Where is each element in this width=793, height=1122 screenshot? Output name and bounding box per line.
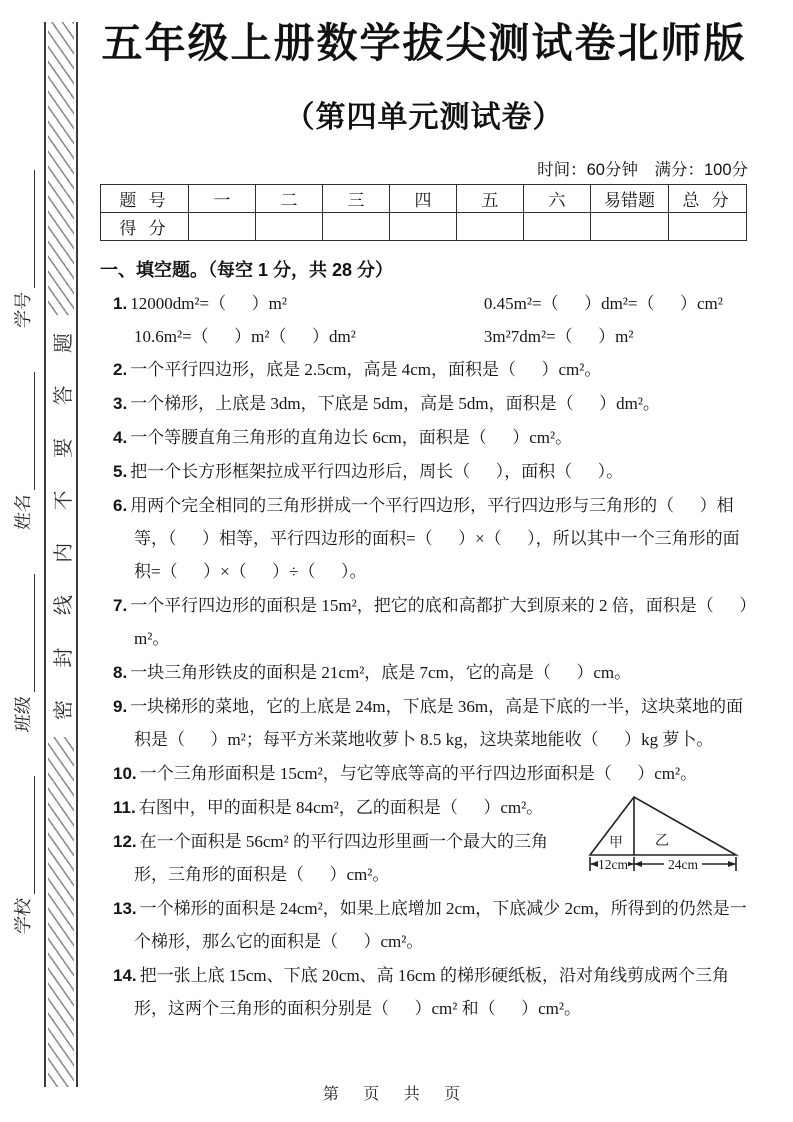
field-student-number-label: 学号 [13,291,33,330]
col-section-4: 四 [390,185,457,213]
field-class-label: 班级 [13,695,33,734]
field-school-label: 学校 [13,897,33,936]
seal-line-text [46,319,76,734]
field-student-number [9,170,35,328]
score-cell[interactable] [457,213,524,241]
field-name-blank[interactable] [14,372,35,490]
question-1-part-d: 3m²7dm²=（ ）m² [483,327,634,346]
seal-char: 封 [52,647,75,668]
seal-char: 答 [52,385,75,406]
col-section-5: 五 [457,185,524,213]
question-text: 一块三角形铁皮的面积是 21cm²，底是 7cm，它的高是（ ）cm。 [130,663,632,682]
question-10 [100,757,748,790]
col-question-number: 题 号 [101,185,189,213]
field-school [9,776,35,934]
score-cell[interactable] [189,213,256,241]
field-school-blank[interactable] [14,776,35,894]
question-number: 5. [113,462,128,481]
question-1-part-c: 10.6m²=（ ）m²（ ）dm² [134,327,356,346]
question-6 [100,489,748,588]
region-label-jia: 甲 [609,836,623,851]
score-cell[interactable] [524,213,591,241]
question-text: 把一个长方形框架拉成平行四边形后，周长（ ），面积（ ）。 [130,462,624,481]
question-1-part-a [100,287,450,320]
score-cell[interactable] [669,213,747,241]
question-number: 1. [113,294,128,313]
section-1-heading: 一、填空题。（每空 1 分，共 28 分） [100,260,394,280]
seal-char: 密 [52,700,75,720]
question-number: 13. [113,899,137,918]
question-number: 11. [113,798,136,817]
dimension-12cm: 12cm [598,857,628,872]
score-table-score-row [101,213,747,241]
question-8 [100,656,748,689]
hatch-pattern-bottom [48,737,74,1087]
seal-char: 线 [52,595,75,616]
question-text: 一个平行四边形的面积是 15m²，把它的底和高都扩大到原来的 2 倍，面积是（ ）m²。 [130,596,748,648]
field-student-number-blank[interactable] [14,170,35,288]
question-number: 14. [113,966,137,985]
question-1-part-b: 0.45m²=（ ）dm²=（ ）cm² [483,294,723,313]
question-14 [100,959,748,1025]
question-text: 12000dm²=（ ）m² [130,294,287,313]
dimension-24cm: 24cm [668,857,698,872]
field-class [9,574,35,732]
question-text: 一个等腰直角三角形的直角边长 6cm，面积是（ ）cm²。 [130,428,573,447]
question-number: 8. [113,663,128,682]
question-13 [100,892,748,958]
col-section-1: 一 [189,185,256,213]
question-number: 3. [113,394,128,413]
question-number: 9. [113,697,128,716]
student-info-fields [2,126,42,934]
question-text: 右图中，甲的面积是 84cm²，乙的面积是（ ）cm²。 [138,798,544,817]
question-5 [100,455,748,488]
score-table-header-row [101,185,747,213]
score-cell[interactable] [256,213,323,241]
question-4 [100,421,748,454]
test-paper [100,14,748,1026]
question-7 [100,589,748,655]
hatch-pattern-top [48,22,74,315]
question-text: 一个平行四边形，底是 2.5cm，高是 4cm，面积是（ ）cm²。 [130,360,602,379]
question-text: 一块梯形的菜地，它的上底是 24m，下底是 36m，高是下底的一半，这块菜地的面积是（ ）m²；每平方米菜地收萝卜 8.5 kg，这块菜地能收（ ）kg 萝卜。 [130,697,744,749]
seal-line-band [44,22,78,1087]
seal-char: 要 [52,437,75,458]
page-title: 五年级上册数学拔尖测试卷北师版 [101,20,747,66]
question-9 [100,690,748,756]
question-2 [100,353,748,386]
question-text: 一个梯形，上底是 3dm，下底是 5dm，高是 5dm，面积是（ ）dm²。 [130,394,660,413]
triangle-diagram [584,791,748,885]
question-number: 7. [113,596,128,615]
seal-char: 题 [52,333,75,354]
seal-char: 不 [52,490,75,511]
question-number: 6. [113,496,128,515]
time-and-score-info: 时间：60分钟 满分：100分 [537,161,748,179]
field-class-blank[interactable] [14,574,35,692]
question-text: 一个梯形的面积是 24cm²，如果上底增加 2cm，下底减少 2cm，所得到的仍然是一个梯形，那么它的面积是（ ）cm²。 [134,899,747,951]
page-subtitle: （第四单元测试卷） [284,101,564,134]
score-table [100,184,747,241]
score-cell[interactable] [591,213,669,241]
col-error-prone: 易错题 [591,185,669,213]
seal-char: 内 [52,542,75,563]
question-1 [100,287,748,353]
page-footer: 第 页 共 页 [322,1086,471,1103]
score-cell[interactable] [390,213,457,241]
question-number: 10. [113,764,137,783]
question-text: 用两个完全相同的三角形拼成一个平行四边形，平行四边形与三角形的（ ）相等，（ ）相等，平行四边形的面积=（ ）×（ ），所以其中一个三角形的面积=（ ）×（ ）÷（ ）。 [130,496,740,581]
question-number: 4. [113,428,128,447]
region-label-yi: 乙 [655,834,669,849]
question-text: 一个三角形面积是 15cm²，与它等底等高的平行四边形面积是（ ）cm²。 [139,764,698,783]
col-section-6: 六 [524,185,591,213]
col-section-2: 二 [256,185,323,213]
question-number: 2. [113,360,128,379]
col-total-score: 总 分 [669,185,747,213]
field-name [9,372,35,530]
field-name-label: 姓名 [13,493,33,532]
col-section-3: 三 [323,185,390,213]
score-cell[interactable] [323,213,390,241]
question-number: 12. [113,832,137,851]
question-text: 在一个面积是 56cm² 的平行四边形里画一个最大的三角形，三角形的面积是（ ）cm²。 [134,832,549,884]
question-text: 把一张上底 15cm、下底 20cm、高 16cm 的梯形硬纸板，沿对角线剪成两个三角形，这两个三角形的面积分别是（ ）cm² 和（ ）cm²。 [134,966,729,1018]
question-3 [100,387,748,420]
score-row-label: 得 分 [101,213,189,241]
